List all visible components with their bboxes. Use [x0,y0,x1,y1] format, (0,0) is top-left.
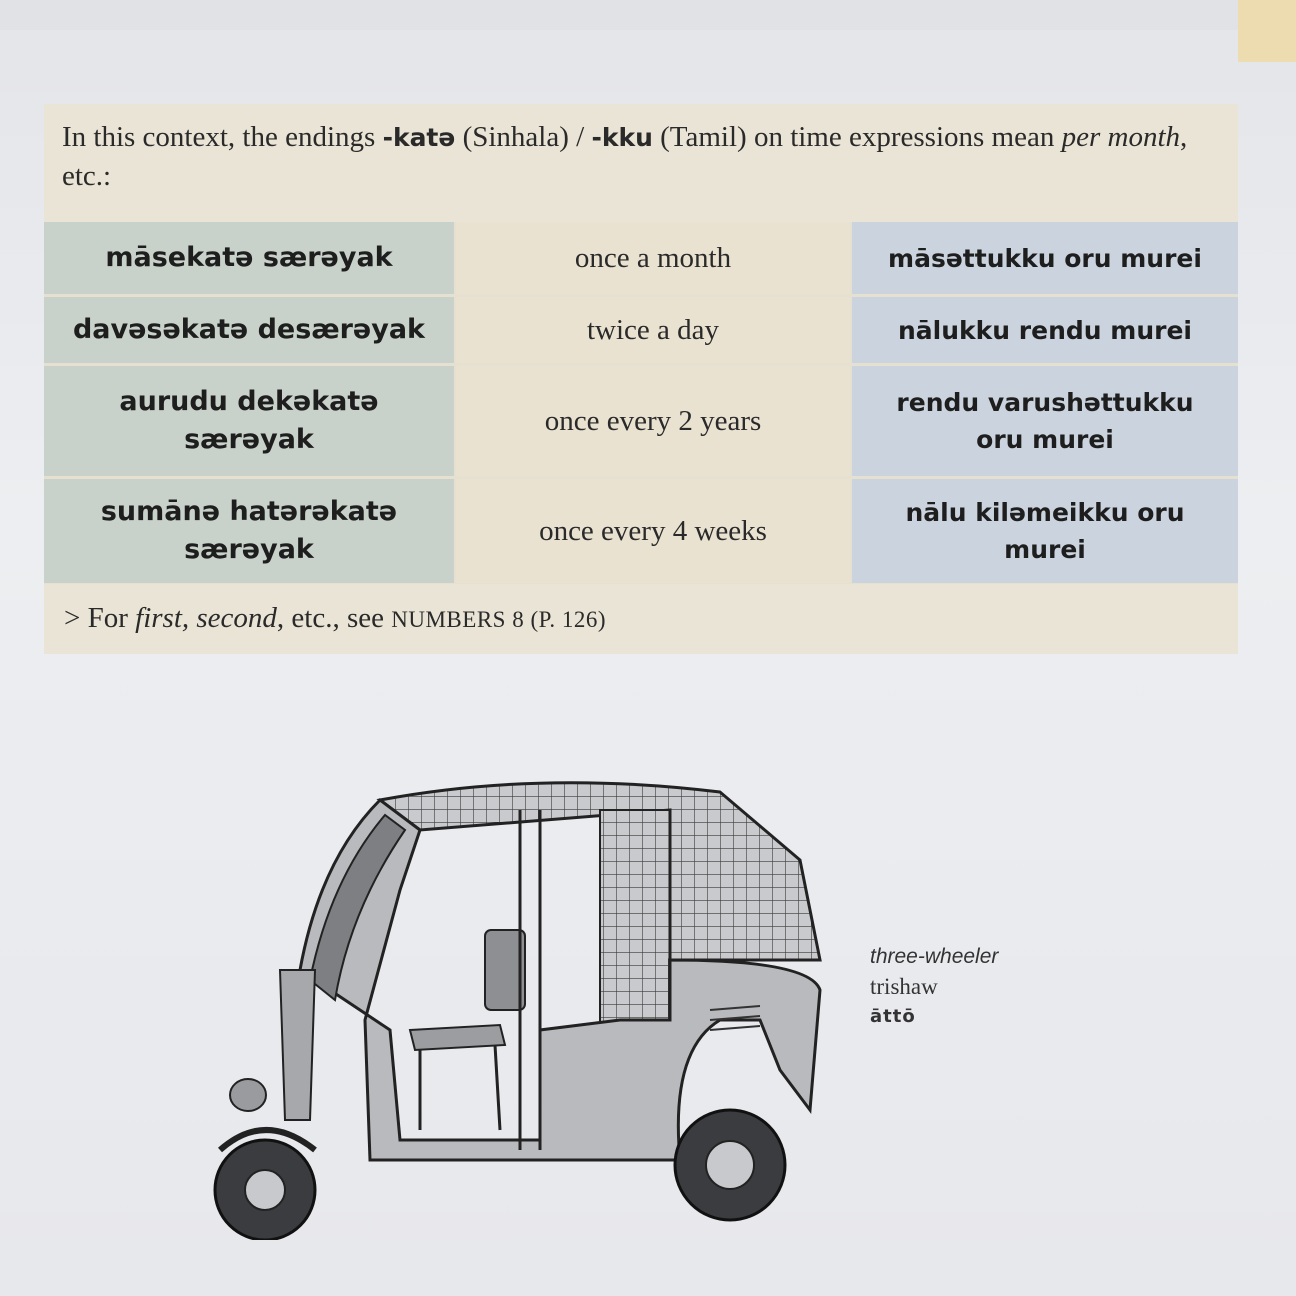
tamil-cell: rendu varushəttukku oru murei [852,366,1238,476]
illustration-caption [870,942,998,1032]
tamil-cell: māsəttukku oru murei [852,222,1238,294]
page-corner-tab [1238,0,1296,62]
top-band [0,0,1238,30]
sinhala-cell: davəsəkatə desærəyak [44,297,454,363]
footnote-reference: NUMBERS 8 (P. 126) [391,607,607,632]
intro-part2: (Sinhala) / [455,121,592,153]
intro-part1: In this context, the endings [62,121,383,153]
sinhala-cell: sumānə hatərəkatə særəyak [44,479,454,583]
footnote-middle: , etc., see [276,602,392,634]
english-cell: twice a day [456,297,850,363]
footnote-emphasis: first, second [135,602,277,634]
intro-text [62,118,1222,195]
phrase-table [44,222,1238,584]
tamil-cell: nālu kiləmeikku oru murei [852,479,1238,583]
sinhala-ending: -katə [382,123,456,152]
intro-part3: (Tamil) on time expressions mean [652,121,1062,153]
caption-tamil: āttō [870,1006,916,1027]
english-cell: once every 4 weeks [456,479,850,583]
english-cell: once every 2 years [456,366,850,476]
tamil-cell: nālukku rendu murei [852,297,1238,363]
tamil-ending: -kku [591,123,653,152]
english-cell: once a month [456,222,850,294]
caption-sinhala: trishaw [870,974,938,999]
intro-emphasis: per month [1061,121,1181,153]
sinhala-cell: aurudu dekəkatə særəyak [44,366,454,476]
sinhala-cell: māsekatə særəyak [44,222,454,294]
intro-part4: , etc.: [62,121,1188,192]
cross-reference [64,602,606,635]
three-wheeler-illustration [200,770,840,1240]
caption-english: three-wheeler [870,945,999,968]
footnote-prefix: > For [64,602,136,634]
